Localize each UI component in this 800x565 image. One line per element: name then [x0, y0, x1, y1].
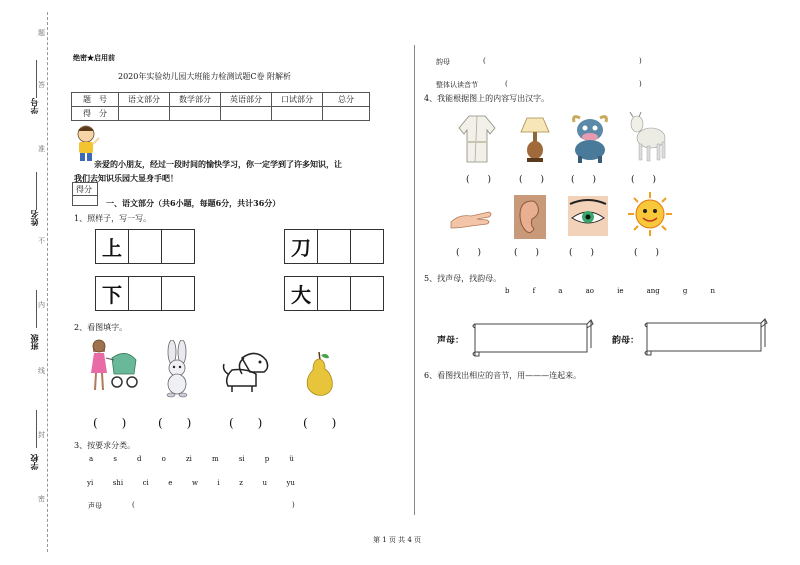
q3-pinyin: ü	[289, 455, 294, 463]
score-header-cell: 口试部分	[272, 93, 323, 107]
section-score-label: 得分	[76, 185, 92, 194]
bathrobe-image	[457, 112, 497, 164]
q3-pinyin: p	[264, 455, 270, 463]
q4-answer-paren[interactable]: ( )	[569, 248, 595, 258]
score-table-header-row	[72, 93, 370, 107]
goat-image	[627, 112, 669, 164]
column-divider	[414, 45, 415, 515]
q2-answer-paren[interactable]: ( )	[303, 416, 337, 430]
q5-shengmu-label: 声母：	[437, 336, 465, 346]
q1-answer-cell[interactable]	[128, 229, 162, 264]
q3-pinyin: i	[217, 479, 220, 487]
q3-pinyin: s	[113, 455, 117, 463]
q4-answer-paren[interactable]: ( )	[466, 175, 492, 185]
q5-letter: a	[558, 287, 563, 295]
q5-letter: g	[682, 287, 688, 295]
score-cell[interactable]	[272, 107, 323, 121]
q5-letter: ao	[585, 287, 594, 295]
yunmu-close-paren: )	[639, 57, 642, 65]
school-label: 学校	[29, 454, 39, 470]
q1-answer-cell[interactable]	[317, 276, 351, 311]
q3-title: 3、按要求分类。	[74, 441, 136, 450]
q4-answer-paren[interactable]: ( )	[514, 248, 540, 258]
q4-answer-paren[interactable]: ( )	[571, 175, 597, 185]
page-title: 2020年实验幼儿园大班能力检测试题C卷 附解析	[118, 72, 292, 81]
q5-letters	[505, 287, 715, 295]
section-score-box[interactable]	[72, 182, 98, 206]
q1-answer-cell[interactable]	[161, 229, 195, 264]
lamp-image	[517, 114, 553, 164]
section-score-divider	[73, 195, 97, 196]
q3-pinyin: shi	[112, 479, 124, 487]
secret-label: 绝密★启用前	[73, 53, 115, 62]
q1-example-char: 刀	[284, 229, 318, 264]
q3-pinyin: ci	[142, 479, 149, 487]
rabbit-image	[160, 340, 196, 398]
q3-pinyin: o	[161, 455, 166, 463]
score-header-cell: 英语部分	[221, 93, 272, 107]
q3-pinyin: e	[168, 479, 173, 487]
q3-shengmu-label: 声母	[88, 502, 102, 510]
score-header-cell: 数学部分	[170, 93, 221, 107]
student-name-label: 姓名	[29, 210, 39, 226]
class-line	[36, 290, 37, 328]
boy-mascot-image	[72, 124, 100, 162]
binding-mark: 准	[38, 145, 45, 153]
binding-mark: 答	[38, 81, 45, 89]
q3-pinyin: z	[239, 479, 243, 487]
q4-answer-paren[interactable]: ( )	[631, 175, 657, 185]
zhengti-label: 整体认读音节	[436, 81, 478, 89]
q5-letter: ie	[617, 287, 624, 295]
score-header-cell: 语文部分	[119, 93, 170, 107]
binding-mark: 密	[38, 495, 45, 503]
binding-mark: 封	[38, 431, 45, 439]
girl-stroller-image	[88, 338, 140, 398]
zhengti-close-paren: )	[639, 80, 642, 88]
q2-title: 2、看图填字。	[74, 323, 128, 332]
q5-letter: b	[505, 287, 510, 295]
q1-grid-da	[285, 276, 384, 311]
q4-answer-paren[interactable]: ( )	[456, 248, 482, 258]
q1-answer-cell[interactable]	[161, 276, 195, 311]
binding-mark: 不	[38, 237, 45, 245]
q1-answer-cell[interactable]	[350, 229, 384, 264]
eye-image	[568, 196, 608, 236]
q4-title: 4、我能根据图上的内容写出汉字。	[424, 94, 550, 103]
q1-example-char: 上	[95, 229, 129, 264]
q1-example-char: 大	[284, 276, 318, 311]
section1-title: 一、语文部分（共6小题，每题6分，共计36分）	[106, 198, 281, 208]
score-header-cell: 题 号	[72, 93, 119, 107]
q2-answer-paren[interactable]: ( )	[158, 416, 192, 430]
q1-example-char: 下	[95, 276, 129, 311]
score-table	[71, 92, 370, 121]
q1-answer-cell[interactable]	[128, 276, 162, 311]
q3-pinyin: u	[262, 479, 267, 487]
q3-shengmu-open-paren: (	[132, 501, 135, 509]
class-label: 班级	[29, 334, 39, 350]
q1-answer-cell[interactable]	[317, 229, 351, 264]
sun-image	[624, 192, 676, 236]
student-name-line	[36, 172, 37, 210]
q1-grid-shang	[96, 229, 195, 264]
q3-pinyin: yi	[87, 479, 94, 487]
q5-title: 5、找声母，找韵母。	[424, 274, 502, 283]
q3-pinyin: zi	[185, 455, 192, 463]
score-cell[interactable]	[119, 107, 170, 121]
q1-answer-cell[interactable]	[350, 276, 384, 311]
q4-answer-paren[interactable]: ( )	[634, 248, 660, 258]
q3-pinyin: d	[137, 455, 142, 463]
q3-pinyin: a	[89, 455, 94, 463]
yunmu-open-paren: (	[483, 57, 486, 65]
zhengti-open-paren: (	[505, 80, 508, 88]
shengmu-scroll-box[interactable]	[469, 318, 596, 360]
yunmu-scroll-box[interactable]	[641, 315, 769, 359]
q3-pinyin: m	[212, 455, 219, 463]
q3-row1	[89, 455, 294, 463]
hand-image	[449, 198, 493, 234]
score-table-value-row	[72, 107, 370, 121]
q5-letter: f	[532, 287, 536, 295]
q1-title: 1、照样子，写一写。	[74, 214, 152, 223]
page-footer: 第 1 页 共 4 页	[373, 536, 422, 544]
yunmu-label: 韵母	[436, 58, 450, 66]
student-id-label: 学号	[29, 98, 39, 114]
q1-grid-xia	[96, 276, 195, 311]
q3-pinyin: yu	[286, 479, 295, 487]
q6-title: 6、看图找出相应的音节，用———连起来。	[424, 371, 582, 380]
binding-mark: 内	[38, 301, 45, 309]
q5-yunmu-label: 韵母：	[612, 336, 640, 346]
q2-answer-paren[interactable]: ( )	[229, 416, 263, 430]
q4-answer-paren[interactable]: ( )	[519, 175, 545, 185]
ear-image	[514, 195, 546, 239]
score-cell[interactable]	[323, 107, 370, 121]
score-cell[interactable]	[170, 107, 221, 121]
greeting-line-2: 我们去知识乐园大显身手吧！	[74, 173, 178, 183]
score-cell[interactable]	[221, 107, 272, 121]
student-id-line	[36, 60, 37, 98]
q3-pinyin: w	[191, 479, 198, 487]
score-header-cell: 总分	[323, 93, 370, 107]
q5-letter: n	[710, 287, 715, 295]
greeting-line-1: 亲爱的小朋友，经过一段时间的愉快学习，你一定学到了许多知识，让	[94, 159, 342, 169]
dog-image	[222, 350, 272, 394]
q2-answer-paren[interactable]: ( )	[93, 416, 127, 430]
pear-image	[302, 350, 336, 398]
ox-image	[568, 112, 612, 164]
q1-grid-dao	[285, 229, 384, 264]
binding-mark: 题	[38, 29, 45, 37]
q3-row2	[87, 479, 295, 487]
binding-line	[47, 12, 48, 552]
binding-mark: 线	[38, 367, 45, 375]
score-row-label: 得 分	[72, 107, 119, 121]
q5-letter: ang	[646, 287, 660, 295]
q3-shengmu-close-paren: )	[292, 501, 295, 509]
school-line	[36, 410, 37, 448]
q3-pinyin: si	[238, 455, 245, 463]
